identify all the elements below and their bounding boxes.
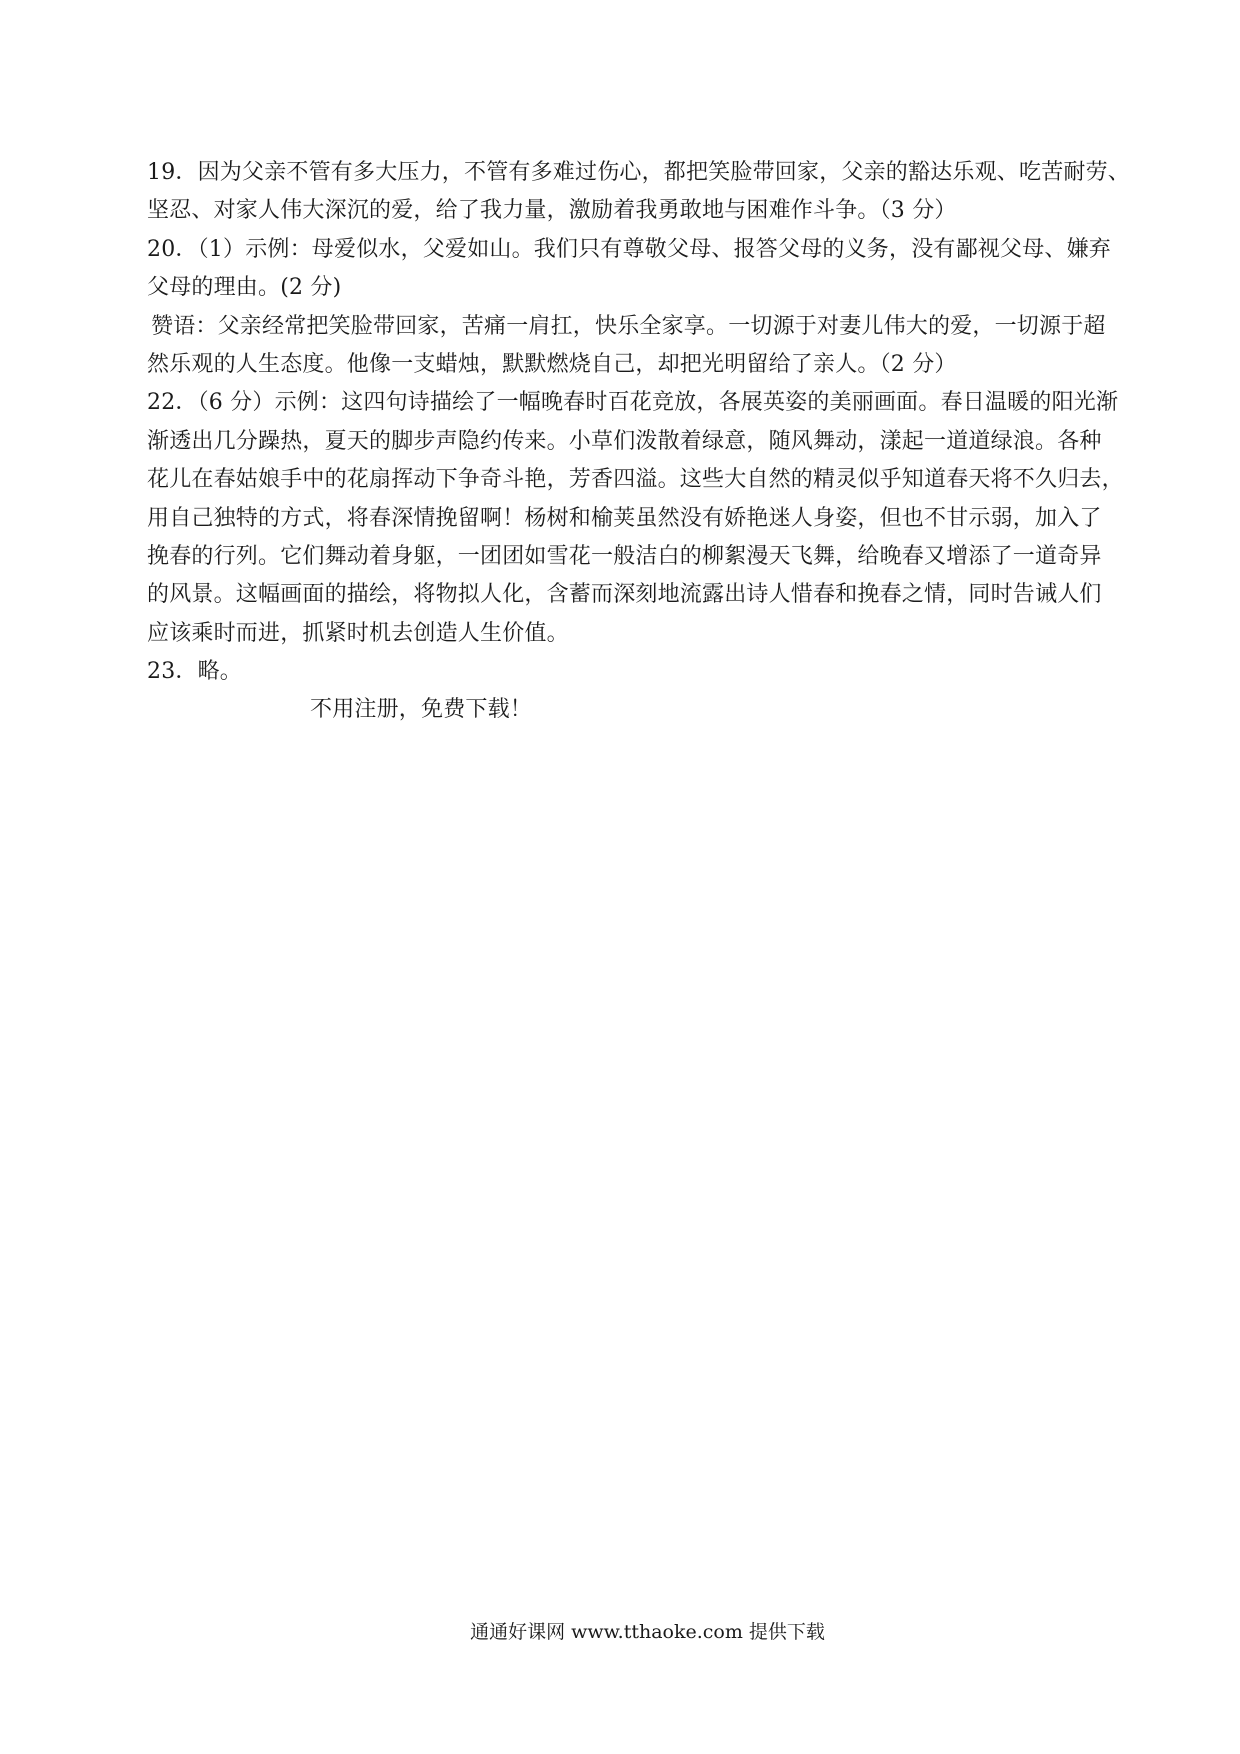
answer-22-line-5: 挽春的行列。它们舞动着身躯，一团团如雪花一般洁白的柳絮漫天飞舞，给晚春又增添了一道奇异: [147, 543, 1102, 569]
download-note: 不用注册，免费下载！: [310, 697, 533, 723]
answer-20-line-1: 20．（1）示例：母爱似水，父爱如山。我们只有尊敬父母、报答父母的义务，没有鄙视父母、嫌弃: [147, 236, 1111, 262]
answer-19-line-1: 19．因为父亲不管有多大压力，不管有多难过伤心，都把笑脸带回家，父亲的豁达乐观、吃苦耐劳、: [147, 160, 1130, 185]
praise-line-1: 赞语：父亲经常把笑脸带回家，苦痛一肩扛，快乐全家享。一切源于对妻儿伟大的爱，一切源于超: [151, 313, 1106, 339]
answer-22-line-7: 应该乘时而进，抓紧时机去创造人生价值。: [147, 620, 569, 646]
answer-22-line-2: 渐透出几分躁热，夏天的脚步声隐约传来。小草们泼散着绿意，随风舞动，漾起一道道绿浪。各种: [147, 428, 1102, 454]
answer-22-line-3: 花儿在春姑娘手中的花扇挥动下争奇斗艳，芳香四溢。这些大自然的精灵似乎知道春天将不久归去，: [147, 467, 1124, 493]
answer-20-line-2: 父母的理由。(2 分): [147, 275, 342, 301]
answer-22-line-6: 的风景。这幅画面的描绘，将物拟人化，含蓄而深刻地流露出诗人惜春和挽春之情，同时告诫人们: [147, 582, 1102, 608]
answer-19-line-2: 坚忍、对家人伟大深沉的爱，给了我力量，激励着我勇敢地与困难作斗争。（3 分）: [147, 198, 957, 224]
answer-22-line-1: 22．（6 分）示例：这四句诗描绘了一幅晚春时百花竞放，各展英姿的美丽画面。春日温暖的阳光渐: [147, 390, 1119, 416]
answer-23-line: 23．略。: [147, 659, 242, 685]
page-footer: 通通好课网 www.tthaoke.com 提供下载: [470, 1621, 825, 1643]
answer-text-block: [147, 154, 1130, 730]
praise-line-2: 然乐观的人生态度。他像一支蜡烛，默默燃烧自己，却把光明留给了亲人。（2 分）: [147, 351, 957, 377]
answer-22-line-4: 用自己独特的方式，将春深情挽留啊！杨树和榆荚虽然没有娇艳迷人身姿，但也不甘示弱，加入了: [147, 505, 1102, 531]
